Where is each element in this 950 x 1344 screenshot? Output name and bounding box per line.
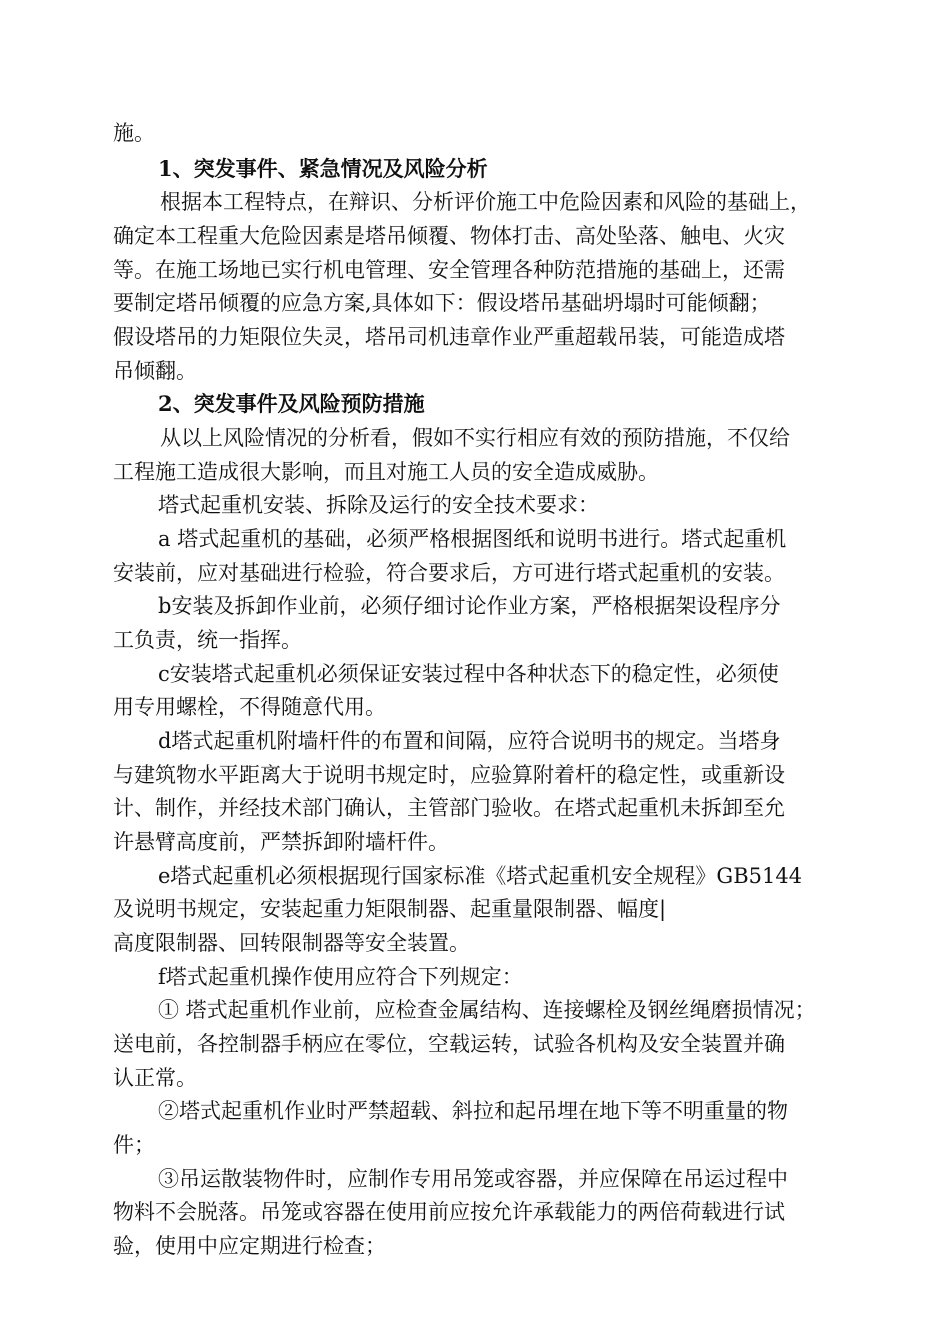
body-line: 计、制作，并经技术部门确认，主管部门验收。在塔式起重机未拆卸至允 <box>113 796 785 820</box>
paragraph-start: 根据本工程特点，在辩识、分析评价施工中危险因素和风险的基础上， <box>160 190 811 214</box>
body-line: 吊倾翻。 <box>113 359 197 383</box>
body-line: 确定本工程重大危险因素是塔吊倾覆、物体打击、高处坠落、触电、火灾 <box>113 224 785 248</box>
section-heading: 1、突发事件、紧急情况及风险分析 <box>158 156 488 181</box>
paragraph-start: 塔式起重机安装、拆除及运行的安全技术要求： <box>158 493 599 517</box>
paragraph-start: b安装及拆卸作业前，必须仔细讨论作业方案，严格根据架设程序分 <box>158 594 781 618</box>
body-line: 用专用螺栓，不得随意代用。 <box>113 695 386 719</box>
paragraph-start: c安装塔式起重机必须保证安装过程中各种状态下的稳定性，必须使 <box>158 662 779 686</box>
body-line: 验，使用中应定期进行检查； <box>113 1234 386 1258</box>
body-line: 认正常。 <box>113 1066 197 1090</box>
body-line: 许悬臂高度前，严禁拆卸附墙杆件。 <box>113 830 449 854</box>
body-line: 与建筑物水平距离大于说明书规定时，应验算附着杆的稳定性，或重新设 <box>113 763 785 787</box>
body-line: 高度限制器、回转限制器等安全装置。 <box>113 931 470 955</box>
paragraph-start: d塔式起重机附墙杆件的布置和间隔，应符合说明书的规定。当塔身 <box>158 729 781 753</box>
body-line: 假设塔吊的力矩限位失灵，塔吊司机违章作业严重超载吊装，可能造成塔 <box>113 325 785 349</box>
paragraph-start: 从以上风险情况的分析看，假如不实行相应有效的预防措施，不仅给 <box>160 426 790 450</box>
body-line: 工负责，统一指挥。 <box>113 628 302 652</box>
body-line: 安装前，应对基础进行检验，符合要求后，方可进行塔式起重机的安装。 <box>113 561 785 585</box>
body-line: 工程施工造成很大影响，而且对施工人员的安全造成威胁。 <box>113 460 659 484</box>
body-line: 要制定塔吊倾覆的应急方案,具体如下：假设塔吊基础坍塌时可能倾翻； <box>113 291 771 315</box>
paragraph-start: e塔式起重机必须根据现行国家标准《塔式起重机安全规程》GB5144 <box>158 864 803 888</box>
body-line: 施。 <box>113 121 155 145</box>
body-line: 等。在施工场地已实行机电管理、安全管理各种防范措施的基础上，还需 <box>113 258 785 282</box>
body-line: 及说明书规定，安装起重力矩限制器、起重量限制器、幅度| <box>113 897 667 921</box>
body-line: 送电前，各控制器手柄应在零位，空载运转，试验各机构及安全装置并确 <box>113 1032 785 1056</box>
paragraph-start: f塔式起重机操作使用应符合下列规定： <box>158 965 523 989</box>
paragraph-start: ②塔式起重机作业时严禁超载、斜拉和起吊埋在地下等不明重量的物 <box>158 1099 788 1123</box>
paragraph-start: ③吊运散装物件时，应制作专用吊笼或容器，并应保障在吊运过程中 <box>158 1167 788 1191</box>
paragraph-start: a 塔式起重机的基础，必须严格根据图纸和说明书进行。塔式起重机 <box>158 527 787 551</box>
paragraph-start: ① 塔式起重机作业前，应检查金属结构、连接螺栓及钢丝绳磨损情况； <box>158 998 816 1022</box>
body-line: 件； <box>113 1133 155 1157</box>
body-line: 物料不会脱落。吊笼或容器在使用前应按允许承载能力的两倍荷载进行试 <box>113 1200 785 1224</box>
section-heading: 2、突发事件及风险预防措施 <box>158 391 425 416</box>
